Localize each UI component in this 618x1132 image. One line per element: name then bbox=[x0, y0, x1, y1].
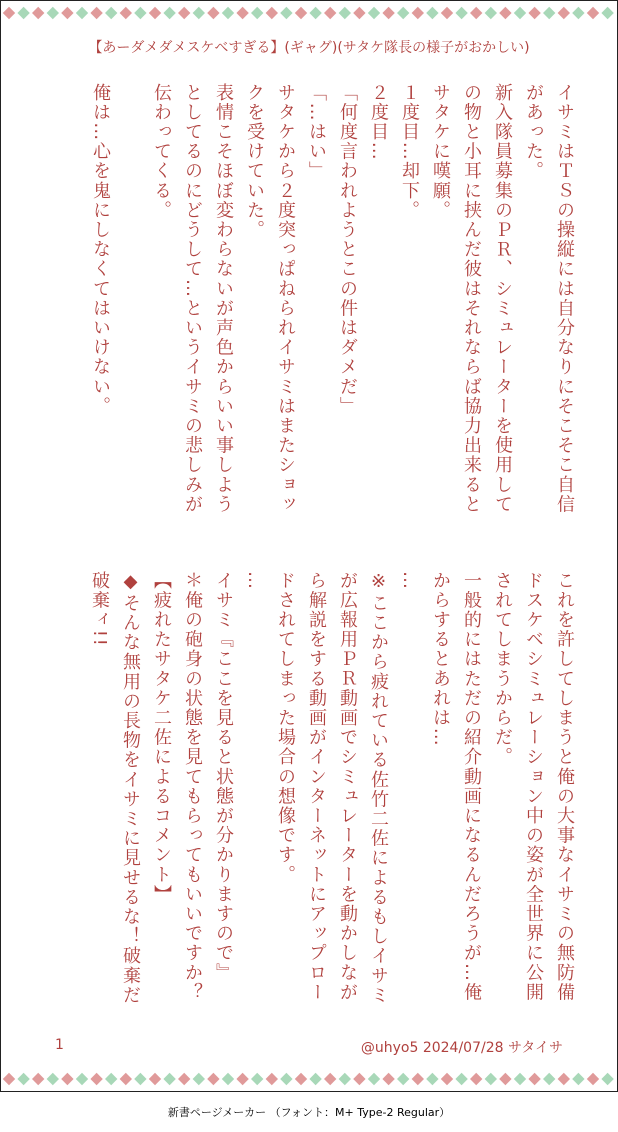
text-column: これを許してしまうと俺の大事なイサミの無防備 bbox=[554, 571, 575, 1003]
diamond-ornament bbox=[163, 1073, 175, 1085]
diamond-ornament bbox=[207, 7, 219, 19]
diamond-ornament bbox=[207, 1073, 219, 1085]
diamond-ornament bbox=[149, 7, 161, 19]
text-column: １度目…却下。 bbox=[399, 83, 420, 221]
diamond-ornament bbox=[251, 7, 263, 19]
diamond-ornament bbox=[382, 7, 394, 19]
diamond-ornament bbox=[514, 1073, 526, 1085]
text-column: 「何度言われようとこの件はダメだ」 bbox=[337, 83, 358, 417]
text-column: イサミ『ここを見ると状態が分かりますので』 bbox=[213, 571, 234, 983]
diamond-ornament bbox=[572, 1073, 584, 1085]
diamond-ornament bbox=[134, 1073, 146, 1085]
page-header-title: 【あーダメダメスケベすぎる】(ギャグ)(サタケ隊長の様子がおかしい) bbox=[88, 40, 530, 56]
diamond-ornament bbox=[105, 1073, 117, 1085]
diamond-ornament bbox=[149, 1073, 161, 1085]
diamond-ornament bbox=[76, 1073, 88, 1085]
text-column: 表情こそほぼ変わらないが声色からいい事しよう bbox=[213, 83, 234, 515]
text-column: ら解説をする動画がインターネットにアップロー bbox=[306, 571, 327, 1003]
diamond-ornament bbox=[17, 1073, 29, 1085]
text-column: ※ここから疲れている佐竹二佐によるもしイサミ bbox=[368, 571, 389, 1006]
diamond-ornament bbox=[368, 7, 380, 19]
diamond-ornament bbox=[587, 1073, 599, 1085]
diamond-ornament bbox=[499, 1073, 511, 1085]
text-column: ＊俺の砲身の状態を見てもらってもいいですか？ bbox=[182, 571, 203, 1003]
diamond-ornament bbox=[236, 7, 248, 19]
diamond-ornament bbox=[178, 1073, 190, 1085]
diamond-ornament bbox=[412, 7, 424, 19]
diamond-ornament bbox=[499, 7, 511, 19]
text-column: があった。 bbox=[523, 83, 544, 181]
diamond-ornament bbox=[3, 1073, 15, 1085]
diamond-ornament bbox=[572, 7, 584, 19]
diamond-ornament bbox=[397, 7, 409, 19]
diamond-ornament bbox=[178, 7, 190, 19]
diamond-ornament bbox=[353, 1073, 365, 1085]
text-column: が広報用ＰＲ動画でシミュレーターを動かしなが bbox=[337, 571, 358, 1003]
diamond-ornament bbox=[485, 1073, 497, 1085]
diamond-ornament bbox=[339, 1073, 351, 1085]
text-column: ◆そんな無用の長物をイサミに見せるな！破棄だ bbox=[120, 571, 141, 1006]
diamond-ornament bbox=[455, 1073, 467, 1085]
page-number: 1 bbox=[55, 1037, 64, 1053]
top-diamond-border bbox=[2, 6, 616, 20]
diamond-ornament bbox=[426, 1073, 438, 1085]
diamond-ornament bbox=[514, 7, 526, 19]
text-column: サタケから２度突っぱねられイサミはまたショッ bbox=[275, 83, 296, 515]
diamond-ornament bbox=[90, 7, 102, 19]
diamond-ornament bbox=[528, 1073, 540, 1085]
diamond-ornament bbox=[61, 1073, 73, 1085]
diamond-ornament bbox=[61, 7, 73, 19]
diamond-ornament bbox=[368, 1073, 380, 1085]
text-column: ドされてしまった場合の想像です。 bbox=[275, 571, 296, 885]
diamond-ornament bbox=[587, 7, 599, 19]
diamond-ornament bbox=[76, 7, 88, 19]
diamond-ornament bbox=[222, 1073, 234, 1085]
bottom-diamond-border bbox=[2, 1072, 616, 1086]
text-column: 一般的にはただの紹介動画になるんだろうが…俺 bbox=[461, 571, 482, 1003]
diamond-ornament bbox=[558, 7, 570, 19]
diamond-ornament bbox=[163, 7, 175, 19]
diamond-ornament bbox=[324, 7, 336, 19]
diamond-ornament bbox=[105, 7, 117, 19]
diamond-ornament bbox=[309, 1073, 321, 1085]
diamond-ornament bbox=[222, 7, 234, 19]
diamond-ornament bbox=[193, 7, 205, 19]
diamond-ornament bbox=[47, 1073, 59, 1085]
diamond-ornament bbox=[193, 1073, 205, 1085]
diamond-ornament bbox=[90, 1073, 102, 1085]
diamond-ornament bbox=[3, 7, 15, 19]
text-column: されてしまうからだ。 bbox=[492, 571, 513, 767]
text-column: としてるのにどうして…というイサミの悲しみが bbox=[182, 83, 203, 515]
diamond-ornament bbox=[543, 7, 555, 19]
diamond-ornament bbox=[601, 1073, 613, 1085]
author-date: @uhyo5 2024/07/28 サタイサ bbox=[360, 1040, 563, 1056]
diamond-ornament bbox=[426, 7, 438, 19]
text-column: サタケに嘆願。 bbox=[430, 83, 451, 221]
text-column: … bbox=[399, 571, 420, 591]
diamond-ornament bbox=[485, 7, 497, 19]
diamond-ornament bbox=[528, 7, 540, 19]
diamond-ornament bbox=[280, 7, 292, 19]
text-column: 破棄ィ!! bbox=[89, 571, 110, 648]
diamond-ornament bbox=[280, 1073, 292, 1085]
diamond-ornament bbox=[353, 7, 365, 19]
diamond-ornament bbox=[339, 7, 351, 19]
text-column: ２度目… bbox=[368, 83, 389, 162]
diamond-ornament bbox=[17, 7, 29, 19]
diamond-ornament bbox=[324, 1073, 336, 1085]
diamond-ornament bbox=[470, 7, 482, 19]
diamond-ornament bbox=[441, 7, 453, 19]
diamond-ornament bbox=[295, 1073, 307, 1085]
text-column: 【疲れたサタケ二佐によるコメント】 bbox=[151, 571, 172, 905]
diamond-ornament bbox=[295, 7, 307, 19]
diamond-ornament bbox=[47, 7, 59, 19]
diamond-ornament bbox=[251, 1073, 263, 1085]
diamond-ornament bbox=[382, 1073, 394, 1085]
text-column: イサミはＴＳの操縦には自分なりにそこそこ自信 bbox=[554, 83, 575, 515]
diamond-ornament bbox=[266, 7, 278, 19]
diamond-ornament bbox=[120, 1073, 132, 1085]
diamond-ornament bbox=[397, 1073, 409, 1085]
diamond-ornament bbox=[601, 7, 613, 19]
diamond-ornament bbox=[134, 7, 146, 19]
text-column: 「…はい」 bbox=[306, 83, 327, 181]
diamond-ornament bbox=[412, 1073, 424, 1085]
text-column: ドスケベシミュレーション中の姿が全世界に公開 bbox=[523, 571, 544, 1003]
diamond-ornament bbox=[120, 7, 132, 19]
text-column: の物と小耳に挟んだ彼はそれならば協力出来ると bbox=[461, 83, 482, 515]
diamond-ornament bbox=[236, 1073, 248, 1085]
text-column: 伝わってくる。 bbox=[151, 83, 172, 221]
diamond-ornament bbox=[309, 7, 321, 19]
diamond-ornament bbox=[266, 1073, 278, 1085]
text-column: 新入隊員募集のＰＲ、シミュレーターを使用して bbox=[492, 83, 513, 515]
text-column: からするとあれは… bbox=[430, 571, 451, 748]
diamond-ornament bbox=[558, 1073, 570, 1085]
text-column: … bbox=[244, 571, 265, 591]
diamond-ornament bbox=[32, 1073, 44, 1085]
text-column: 俺は…心を鬼にしなくてはいけない。 bbox=[90, 83, 111, 417]
diamond-ornament bbox=[470, 1073, 482, 1085]
diamond-bullet-icon: ◆ bbox=[120, 571, 141, 594]
diamond-ornament bbox=[32, 7, 44, 19]
diamond-ornament bbox=[543, 1073, 555, 1085]
diamond-ornament bbox=[455, 7, 467, 19]
text-column: クを受けていた。 bbox=[244, 83, 265, 240]
diamond-ornament bbox=[441, 1073, 453, 1085]
generator-caption: 新書ページメーカー （フォント：M+ Type-2 Regular） bbox=[167, 1106, 451, 1119]
